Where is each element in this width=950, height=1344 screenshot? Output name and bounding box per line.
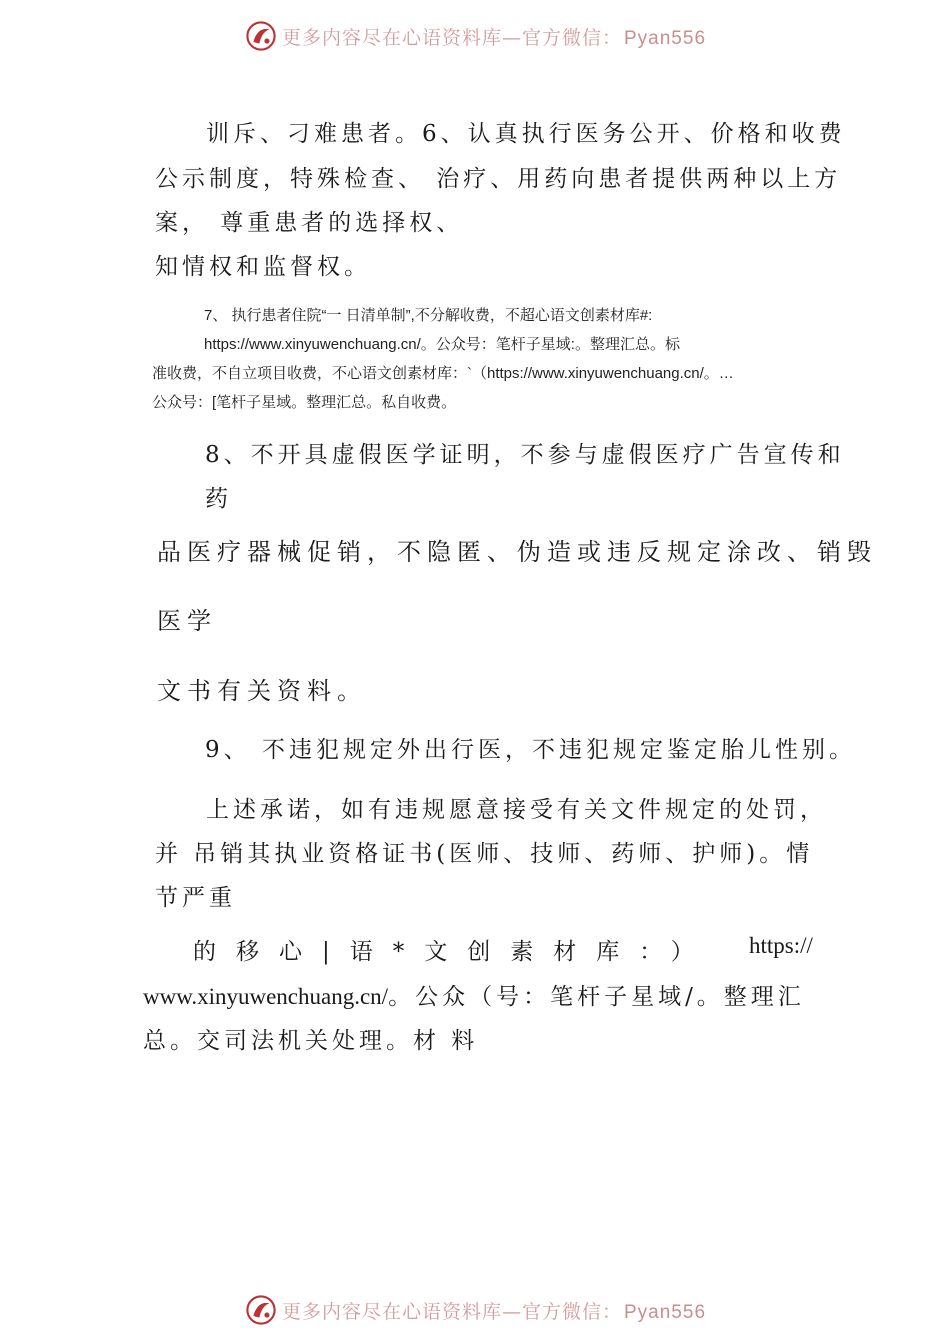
paragraph-line xyxy=(143,978,805,1011)
red-seal-logo-icon xyxy=(244,19,278,53)
paragraph-line: 的移心|语*文创素材库：） xyxy=(193,939,714,965)
red-seal-logo-icon xyxy=(244,1293,278,1327)
wechat-id: Pyan556 xyxy=(624,27,707,49)
wechat-id: Pyan556 xyxy=(624,1301,707,1323)
paragraph-line: 药 xyxy=(205,486,232,512)
paragraph-line: 节严重 xyxy=(155,885,236,911)
banner-main-text: 更多内容尽在心语资料库—官方微信： xyxy=(281,1300,622,1323)
banner-main-text: 更多内容尽在心语资料库—官方微信： xyxy=(281,26,622,49)
paragraph-line: 训斥、刁难患者。6、认真执行医务公开、价格和收费 xyxy=(206,121,846,147)
paragraph-line: 并 吊销其执业资格证书(医师、技师、药师、护师)。情 xyxy=(155,841,814,867)
small-paragraph-line: 准收费，不自立项目收费，不心语文创素材库：`（https://www.xinyuwenchuang.cn/。… xyxy=(152,365,734,382)
small-paragraph-line: 公众号：[笔杆子星域。整理汇总。私自收费。 xyxy=(152,394,457,411)
paragraph-line: 文书有关资料。 xyxy=(157,677,367,705)
paragraph-line: 8、不开具虚假医学证明，不参与虚假医疗广告宣传和 xyxy=(205,442,845,468)
small-paragraph-line: 7、 执行患者住院“一 日清单制”,不分解收费，不超心语文创素材库#: xyxy=(204,307,653,324)
paragraph-text: 。公众（号：笔杆子星域/。整理汇 xyxy=(388,984,805,1010)
paragraph-line: 知情权和监督权。 xyxy=(155,254,371,280)
paragraph-line: 公示制度，特殊检查、 治疗、用药向患者提供两种以上方 xyxy=(155,166,842,192)
paragraph-line: 品医疗器械促销，不隐匿、伪造或违反规定涂改、销毁 xyxy=(157,538,877,566)
paragraph-line: 总。交司法机关处理。材 料 xyxy=(143,1028,479,1054)
banner-text xyxy=(282,1297,706,1324)
header-banner xyxy=(0,16,950,56)
footer-banner xyxy=(0,1290,950,1330)
paragraph-line: 案， 尊重患者的选择权、 xyxy=(155,210,464,236)
paragraph-line: 医学 xyxy=(157,607,217,635)
small-paragraph-line: https://www.xinyuwenchuang.cn/。公众号：笔杆子星域:。整理汇总。标 xyxy=(204,336,680,353)
paragraph-line: 9、 不违犯规定外出行医，不违犯规定鉴定胎儿性别。 xyxy=(205,737,856,763)
url-text: www.xinyuwenchuang.cn/ xyxy=(143,984,389,1009)
banner-text xyxy=(282,23,706,50)
paragraph-line: 上述承诺，如有违规愿意接受有关文件规定的处罚， xyxy=(206,797,827,823)
url-text: https:// xyxy=(749,933,813,958)
